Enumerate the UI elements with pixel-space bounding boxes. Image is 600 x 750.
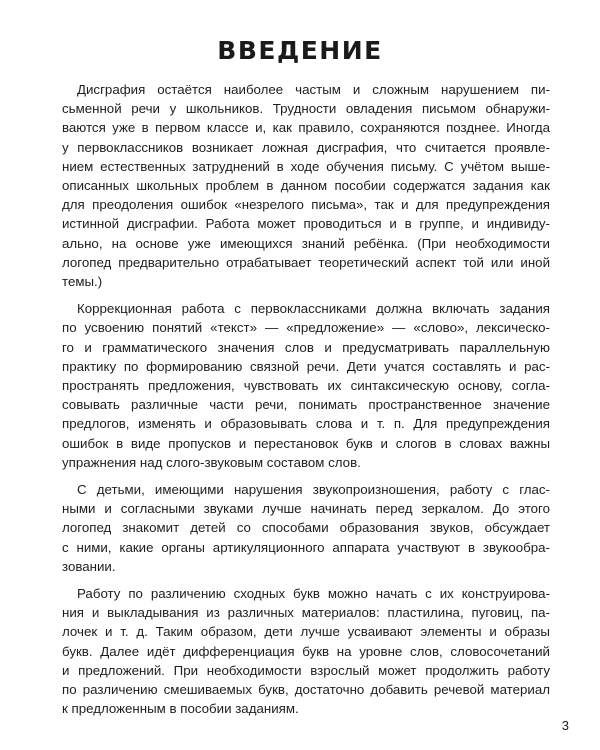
text-line: темы.) — [62, 274, 103, 290]
text-line: предлогов, изменять и образовывать слова и т. п. Для предупреждения — [62, 416, 550, 432]
text-line: ными и согласными звуками лучше начинать перед зеркалом. До этого — [62, 501, 550, 517]
text-line: пространять предложения, чувствовать их синтаксическую основу, согла- — [62, 378, 550, 394]
text-line: с ними, какие органы артикуляционного аппарата участвуют в звукообра- — [62, 539, 550, 555]
text-line: и предложений. При необходимости взрослый может продолжить работу — [62, 662, 550, 678]
text-line: истинной дисграфии. Работа может проводиться и в группе, и индивиду- — [62, 216, 550, 232]
text-line: по усвоению понятий «текст» — «предложение» — «слово», лексическо- — [62, 320, 550, 336]
text-line: С детьми, имеющими нарушения звукопроизношения, работу с глас- — [77, 482, 550, 498]
text-line: практику по формированию связной речи. Дети учатся составлять и рас- — [62, 358, 550, 374]
paragraph — [62, 480, 550, 576]
text-line: ально, на основе уже имеющихся знаний ребёнка. (При необходимости — [62, 235, 550, 251]
text-line: Коррекционная работа с первоклассниками должна включать задания — [77, 301, 550, 317]
text-line: лочек и т. д. Таким образом, дети лучше усваивают элементы и образы — [62, 624, 550, 640]
text-line: к предложенным в пособии заданиям. — [62, 701, 299, 717]
paragraph — [62, 584, 550, 718]
text-line: логопед знакомит детей со способами образования звуков, обсуждает — [62, 520, 550, 536]
text-line: нием естественных затруднений в ходе обучения письму. С учётом выше- — [62, 158, 550, 174]
text-line: ошибок в виде пропусков и перестановок букв и слогов в словах важны — [62, 435, 550, 451]
text-line: го и грамматического значения слов и предусматривать параллельную — [62, 339, 550, 355]
text-line: сьменной речи у школьников. Трудности овладения письмом обнаружи- — [62, 101, 550, 117]
text-line: у первоклассников возникает ложная дисграфия, что считается проявле- — [62, 139, 550, 155]
paragraph — [62, 299, 550, 472]
text-line: Дисграфия остаётся наиболее частым и сложным нарушением пи- — [77, 82, 550, 97]
text-line: ния и выкладывания из различных материалов: пластилина, пуговиц, па- — [62, 605, 550, 621]
text-body — [62, 80, 550, 727]
text-line: упражнения над слого-звуковым составом слов. — [62, 454, 361, 470]
text-line: совывать различные части речи, понимать пространственное значение — [62, 397, 550, 413]
page-title: ВВЕДЕНИЕ — [217, 36, 383, 65]
text-line: для преодоления ошибок «незрелого письма», так и для предупреждения — [62, 197, 550, 213]
text-line: ваются уже в первом классе и, как правило, сохраняются позднее. Иногда — [62, 120, 550, 136]
text-line: букв. Далее идёт дифференциация букв на уровне слов, словосочетаний — [62, 643, 550, 659]
text-line: логопед предварительно отрабатывает теоретический аспект той или иной — [62, 254, 550, 270]
page-number: 3 — [561, 718, 569, 733]
text-line: Работу по различению сходных букв можно начать с их конструирова- — [77, 586, 550, 602]
text-line: зовании. — [62, 558, 116, 574]
text-line: по различению смешиваемых букв, достаточно добавить речевой материал — [62, 682, 550, 698]
text-line: описанных школьных проблем в данном пособии содержатся задания как — [62, 178, 550, 194]
paragraph — [62, 80, 550, 291]
